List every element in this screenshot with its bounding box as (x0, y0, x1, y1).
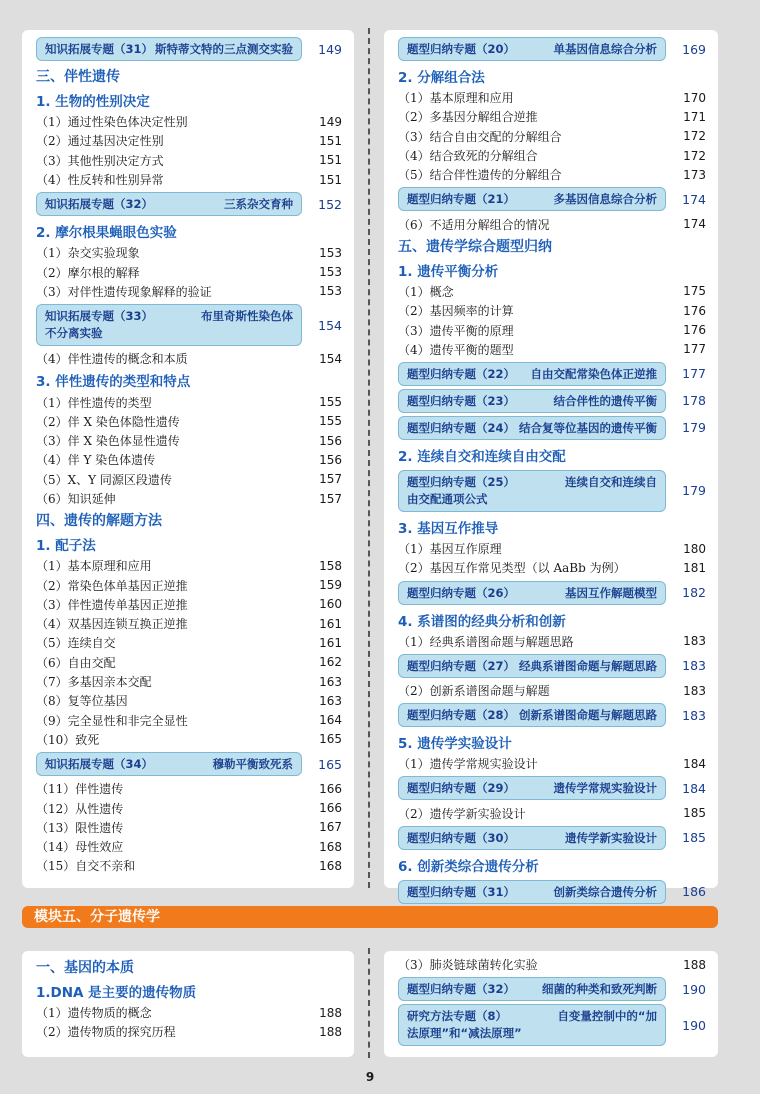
module-banner: 模块五、分子遗传学 (22, 906, 718, 928)
subsection-heading: 1. 遗传平衡分析 (398, 263, 499, 280)
toc-entry-page: 186 (682, 884, 706, 900)
topic-label-box (36, 752, 302, 776)
toc-entry-title: （5）连续自交 (36, 636, 116, 651)
toc-entry-title: （2）基因互作常见类型（以 AaBb 为例） (398, 561, 626, 576)
toc-entry-page: 163 (319, 674, 342, 689)
toc-entry-page: 176 (683, 323, 706, 338)
topic-title-continued: 由交配通项公式 (407, 491, 488, 506)
topic-label-box (398, 187, 666, 211)
toc-entry-title: （4）双基因连锁互换正逆推 (36, 617, 188, 632)
toc-topic-entry[interactable] (398, 416, 706, 440)
topic-label-box (398, 703, 666, 727)
topic-series: 题型归纳专题（25） (407, 474, 516, 489)
toc-entry-page: 162 (319, 655, 342, 670)
toc-entry-title: （4）伴 Y 染色体遗传 (36, 453, 156, 468)
toc-entry[interactable] (398, 955, 706, 974)
subsection-heading: 1. 配子法 (36, 538, 96, 555)
toc-entry[interactable] (398, 632, 706, 651)
toc-entry-page: 151 (319, 133, 342, 148)
toc-entry-title: （1）经典系谱图命题与解题思路 (398, 634, 574, 649)
toc-entry-title: （2）摩尔根的解释 (36, 265, 140, 280)
toc-entry[interactable] (36, 470, 342, 489)
toc-topic-entry[interactable] (398, 581, 706, 605)
topic-series: 题型归纳专题（22） (407, 366, 516, 381)
toc-entry-title: （4）伴性遗传的概念和本质 (36, 352, 188, 367)
topic-title-continued: 法原理”和“减法原理” (407, 1026, 522, 1041)
toc-entry-title: （1）基本原理和应用 (398, 91, 514, 106)
toc-entry[interactable] (36, 489, 342, 508)
toc-entry-page: 179 (682, 420, 706, 436)
toc-entry[interactable] (36, 595, 342, 614)
toc-entry-page: 165 (318, 756, 342, 772)
toc-entry-title: （6）知识延伸 (36, 492, 116, 506)
toc-entry-title: （2）多基因分解组合逆推 (398, 110, 538, 125)
toc-entry-page: 170 (683, 90, 706, 105)
toc-entry[interactable] (398, 539, 706, 558)
toc-entry[interactable] (36, 730, 342, 749)
toc-entry-title: （15）自交不亲和 (36, 859, 136, 874)
section-heading: 四、遗传的解题方法 (36, 513, 162, 530)
topic-title: 结合复等位基因的遗传平衡 (519, 420, 657, 435)
toc-entry-page: 159 (319, 578, 342, 593)
toc-entry-title: （2）遗传物质的探究历程 (36, 1025, 176, 1040)
topic-series: 知识拓展专题（32） (45, 197, 154, 212)
toc-entry-page: 172 (683, 129, 706, 144)
toc-entry-page: 183 (683, 634, 706, 649)
toc-topic-entry[interactable] (36, 37, 342, 61)
toc-entry-title: （1）遗传物质的概念 (36, 1006, 152, 1021)
column-divider (368, 948, 370, 1058)
toc-entry[interactable] (398, 107, 706, 126)
topic-title: 自由交配常染色体正逆推 (530, 366, 657, 381)
topic-series: 题型归纳专题（23） (407, 393, 516, 408)
toc-entry-page: 168 (319, 839, 342, 854)
toc-entry-title: （3）结合自由交配的分解组合 (398, 129, 562, 144)
section-heading: 三、伴性遗传 (36, 69, 120, 85)
toc-topic-entry[interactable] (398, 776, 706, 800)
topic-title: 基因互作解题模型 (565, 585, 657, 600)
topic-title: 单基因信息综合分析 (553, 42, 657, 56)
topic-series: 题型归纳专题（32） (407, 982, 516, 997)
toc-entry-title: （1）遗传学常规实验设计 (398, 757, 538, 772)
toc-entry-page: 165 (319, 732, 342, 747)
toc-topic-entry[interactable] (398, 187, 706, 211)
topic-series: 题型归纳专题（29） (407, 781, 516, 796)
toc-entry-page: 177 (682, 366, 706, 382)
toc-entry-page: 153 (319, 265, 342, 280)
toc-topic-entry[interactable] (398, 654, 706, 678)
toc-entry-page: 149 (318, 41, 342, 57)
toc-entry-page: 155 (319, 414, 342, 429)
toc-entry-title: （2）遗传学新实验设计 (398, 806, 526, 821)
topic-title: 布里奇斯性染色体 (201, 309, 293, 324)
toc-entry-title: （11）伴性遗传 (36, 782, 124, 797)
toc-topic-entry[interactable] (398, 1004, 706, 1046)
toc-entry[interactable] (398, 803, 706, 822)
toc-topic-entry[interactable] (36, 304, 342, 346)
toc-entry[interactable] (36, 450, 342, 469)
topic-series: 知识拓展专题（33） (45, 309, 154, 324)
topic-title: 穆勒平衡致死系 (212, 757, 293, 772)
topic-series: 题型归纳专题（27） (407, 658, 516, 673)
toc-entry-page: 151 (319, 172, 342, 187)
toc-entry[interactable] (36, 170, 342, 189)
topic-title: 创新类综合遗传分析 (553, 884, 657, 899)
toc-entry[interactable] (36, 349, 342, 368)
toc-entry-title: （1）杂交实验现象 (36, 246, 140, 261)
toc-entry[interactable] (36, 779, 342, 798)
toc-entry-title: （4）遗传平衡的题型 (398, 342, 514, 357)
topic-label-box (36, 192, 302, 216)
toc-entry[interactable] (398, 127, 706, 146)
toc-entry-title: （2）伴 X 染色体隐性遗传 (36, 414, 180, 429)
topic-label-box (398, 362, 666, 386)
subsection-heading: 2. 连续自交和连续自由交配 (398, 448, 566, 465)
toc-entry-page: 173 (683, 167, 706, 182)
toc-entry-title: （3）伴性遗传单基因正逆推 (36, 597, 188, 612)
toc-topic-entry[interactable] (398, 362, 706, 386)
toc-entry-page: 179 (682, 483, 706, 499)
subsection-heading: 6. 创新类综合遗传分析 (398, 858, 539, 875)
topic-label-box (398, 977, 666, 1001)
toc-topic-entry[interactable] (398, 470, 706, 512)
toc-entry-title: （2）基因频率的计算 (398, 304, 514, 319)
subsection-heading: 3. 伴性遗传的类型和特点 (36, 374, 191, 391)
toc-entry[interactable] (36, 131, 342, 150)
toc-entry-page: 185 (682, 830, 706, 846)
toc-entry[interactable] (36, 672, 342, 691)
toc-entry[interactable] (398, 320, 706, 339)
topic-label-box (36, 304, 302, 346)
topic-label-box (398, 581, 666, 605)
toc-panel-bottom-right (384, 951, 718, 1057)
toc-entry-title: （2）通过基因决定性别 (36, 134, 164, 149)
toc-entry-page: 158 (319, 558, 342, 573)
topic-label-box (36, 37, 302, 61)
toc-entry[interactable] (36, 431, 342, 450)
toc-entry-page: 153 (319, 284, 342, 299)
toc-entry-page: 177 (683, 342, 706, 357)
topic-label-box (398, 880, 666, 904)
topic-label-box (398, 416, 666, 440)
toc-entry-page: 161 (319, 616, 342, 631)
topic-series: 题型归纳专题（26） (407, 585, 516, 600)
topic-series: 题型归纳专题（31） (407, 884, 516, 899)
toc-entry-title: （3）伴 X 染色体显性遗传 (36, 434, 180, 449)
toc-entry-page: 157 (319, 472, 342, 487)
toc-entry[interactable] (398, 558, 706, 577)
toc-entry[interactable] (36, 818, 342, 837)
toc-entry-title: （3）对伴性遗传现象解释的验证 (36, 284, 212, 299)
topic-label-box (398, 37, 666, 61)
toc-entry-page: 172 (683, 148, 706, 163)
toc-topic-entry[interactable] (398, 826, 706, 850)
topic-title: 三系杂交育种 (224, 197, 293, 212)
toc-entry-page: 181 (683, 560, 706, 575)
topic-label-box (398, 776, 666, 800)
toc-entry[interactable] (36, 633, 342, 652)
toc-entry-page: 175 (683, 284, 706, 299)
toc-entry[interactable] (398, 282, 706, 301)
topic-label-box (398, 389, 666, 413)
toc-entry-page: 164 (319, 713, 342, 728)
toc-entry[interactable] (398, 681, 706, 700)
toc-entry-page: 171 (683, 109, 706, 124)
topic-title: 细菌的种类和致死判断 (542, 982, 657, 997)
topic-title-continued: 不分离实验 (45, 326, 103, 341)
toc-entry[interactable] (398, 301, 706, 320)
toc-entry-page: 153 (319, 245, 342, 260)
topic-title: 创新系谱图命题与解题思路 (519, 708, 657, 723)
topic-series: 题型归纳专题（28） (407, 708, 516, 723)
toc-topic-entry[interactable] (36, 192, 342, 216)
toc-entry-title: （3）其他性别决定方式 (36, 153, 164, 168)
topic-series: 知识拓展专题（31） (45, 42, 154, 56)
page-number: 9 (365, 1070, 375, 1084)
toc-entry-page: 182 (682, 585, 706, 601)
toc-topic-entry[interactable] (398, 703, 706, 727)
toc-entry-page: 190 (682, 981, 706, 997)
topic-title: 结合伴性的遗传平衡 (553, 393, 657, 408)
topic-series: 题型归纳专题（21） (407, 192, 516, 207)
toc-entry-page: 156 (319, 433, 342, 448)
toc-entry[interactable] (36, 112, 342, 131)
toc-entry-title: （1）概念 (398, 284, 454, 299)
subsection-heading: 3. 基因互作推导 (398, 520, 499, 537)
toc-entry[interactable] (36, 556, 342, 575)
topic-label-box (398, 826, 666, 850)
subsection-heading: 4. 系谱图的经典分析和创新 (398, 613, 566, 630)
section-heading: 五、遗传学综合题型归纳 (398, 238, 552, 255)
topic-title: 经典系谱图命题与解题思路 (519, 658, 657, 673)
toc-entry-page: 155 (319, 395, 342, 410)
toc-entry-title: （3）肺炎链球菌转化实验 (398, 958, 538, 973)
toc-entry-page: 190 (682, 1017, 706, 1033)
toc-entry-page: 154 (318, 317, 342, 333)
toc-entry-page: 183 (682, 707, 706, 723)
toc-entry-title: （7）多基因亲本交配 (36, 675, 152, 690)
toc-entry[interactable] (36, 614, 342, 633)
toc-entry-title: （6）自由交配 (36, 655, 116, 670)
toc-entry-title: （13）限性遗传 (36, 820, 124, 835)
toc-entry[interactable] (398, 754, 706, 773)
toc-entry-page: 184 (682, 780, 706, 796)
topic-series: 题型归纳专题（24） (407, 420, 516, 435)
topic-series: 题型归纳专题（30） (407, 830, 516, 845)
toc-entry[interactable] (36, 856, 342, 875)
toc-entry-title: （3）遗传平衡的原理 (398, 323, 514, 338)
column-divider (368, 28, 370, 888)
toc-entry[interactable] (36, 151, 342, 170)
toc-entry[interactable] (36, 711, 342, 730)
subsection-heading: 2. 摩尔根果蝇眼色实验 (36, 225, 177, 242)
subsection-heading: 2. 分解组合法 (398, 70, 485, 86)
section-heading: 一、基因的本质 (36, 960, 134, 976)
toc-panel-top-left (22, 30, 354, 888)
topic-title: 遗传学新实验设计 (565, 830, 657, 845)
toc-entry-page: 188 (683, 957, 706, 972)
toc-entry-title: （4）结合致死的分解组合 (398, 149, 538, 164)
toc-entry[interactable] (36, 691, 342, 710)
topic-series: 题型归纳专题（20） (407, 42, 516, 56)
toc-entry-page: 151 (319, 153, 342, 168)
toc-topic-entry[interactable] (36, 752, 342, 776)
toc-entry-title: （1）基本原理和应用 (36, 559, 152, 574)
topic-title: 多基因信息综合分析 (553, 192, 657, 207)
toc-entry[interactable] (36, 837, 342, 856)
toc-entry-page: 154 (319, 351, 342, 366)
toc-entry-title: （8）复等位基因 (36, 694, 128, 709)
toc-entry[interactable] (36, 282, 342, 301)
toc-entry-title: （12）从性遗传 (36, 801, 124, 816)
toc-entry-page: 185 (683, 806, 706, 821)
topic-title: 连续自交和连续自 (565, 474, 657, 489)
toc-entry-page: 183 (682, 658, 706, 674)
toc-entry-page: 188 (319, 1024, 342, 1039)
toc-entry[interactable] (36, 243, 342, 262)
toc-entry[interactable] (398, 340, 706, 359)
toc-entry[interactable] (398, 214, 706, 233)
toc-entry-title: （2）常染色体单基因正逆推 (36, 578, 188, 593)
toc-entry-title: （6）不适用分解组合的情况 (398, 217, 550, 232)
topic-title: 自变量控制中的“加 (557, 1009, 657, 1024)
toc-entry-page: 180 (683, 541, 706, 556)
toc-entry[interactable] (36, 575, 342, 594)
topic-label-box (398, 654, 666, 678)
toc-topic-entry[interactable] (398, 389, 706, 413)
toc-entry-page: 160 (319, 597, 342, 612)
toc-entry-page: 167 (319, 820, 342, 835)
toc-entry[interactable] (36, 392, 342, 411)
toc-entry-page: 149 (319, 114, 342, 129)
subsection-heading: 1. 生物的性别决定 (36, 94, 150, 110)
toc-entry-title: （5）X、Y 同源区段遗传 (36, 472, 172, 487)
toc-entry-page: 188 (319, 1005, 342, 1020)
topic-series: 研究方法专题（8） (407, 1009, 508, 1024)
toc-entry-page: 183 (683, 683, 706, 698)
toc-entry-page: 163 (319, 693, 342, 708)
toc-entry-title: （9）完全显性和非完全显性 (36, 713, 188, 728)
toc-entry[interactable] (36, 798, 342, 817)
toc-entry-page: 156 (319, 452, 342, 467)
toc-topic-entry[interactable] (398, 880, 706, 904)
toc-entry-page: 174 (683, 217, 706, 232)
topic-title: 斯特蒂文特的三点测交实验 (155, 42, 293, 56)
topic-label-box (398, 1004, 666, 1046)
toc-entry-page: 152 (318, 196, 342, 212)
toc-entry-title: （1）伴性遗传的类型 (36, 395, 152, 410)
toc-entry-title: （14）母性效应 (36, 840, 124, 855)
toc-entry[interactable] (36, 412, 342, 431)
toc-entry[interactable] (36, 1003, 342, 1022)
toc-entry-page: 168 (319, 858, 342, 873)
toc-panel-bottom-left (22, 951, 354, 1057)
toc-entry-page: 178 (682, 393, 706, 409)
toc-entry[interactable] (36, 653, 342, 672)
toc-entry[interactable] (36, 1022, 342, 1041)
toc-entry-page: 176 (683, 303, 706, 318)
subsection-heading: 1.DNA 是主要的遗传物质 (36, 985, 197, 1001)
toc-entry[interactable] (398, 146, 706, 165)
toc-entry[interactable] (398, 88, 706, 107)
toc-entry-page: 184 (683, 756, 706, 771)
toc-entry[interactable] (36, 262, 342, 281)
topic-title: 遗传学常规实验设计 (553, 781, 657, 796)
toc-entry-page: 174 (682, 191, 706, 207)
toc-topic-entry[interactable] (398, 37, 706, 61)
toc-entry-title: （10）致死 (36, 732, 100, 747)
toc-entry-title: （2）创新系谱图命题与解题 (398, 684, 550, 698)
toc-entry-title: （1）通过性染色体决定性别 (36, 115, 188, 130)
topic-series: 知识拓展专题（34） (45, 757, 154, 772)
toc-entry-page: 157 (319, 491, 342, 506)
toc-entry-page: 169 (682, 41, 706, 57)
toc-entry-page: 161 (319, 635, 342, 650)
toc-topic-entry[interactable] (398, 977, 706, 1001)
toc-entry-page: 166 (319, 781, 342, 796)
toc-entry-title: （4）性反转和性别异常 (36, 173, 164, 188)
topic-label-box (398, 470, 666, 512)
toc-panel-top-right (384, 30, 718, 900)
toc-entry-page: 166 (319, 801, 342, 816)
toc-entry-title: （1）基因互作原理 (398, 542, 502, 557)
subsection-heading: 5. 遗传学实验设计 (398, 736, 512, 753)
toc-entry[interactable] (398, 165, 706, 184)
toc-entry-title: （5）结合伴性遗传的分解组合 (398, 168, 562, 183)
